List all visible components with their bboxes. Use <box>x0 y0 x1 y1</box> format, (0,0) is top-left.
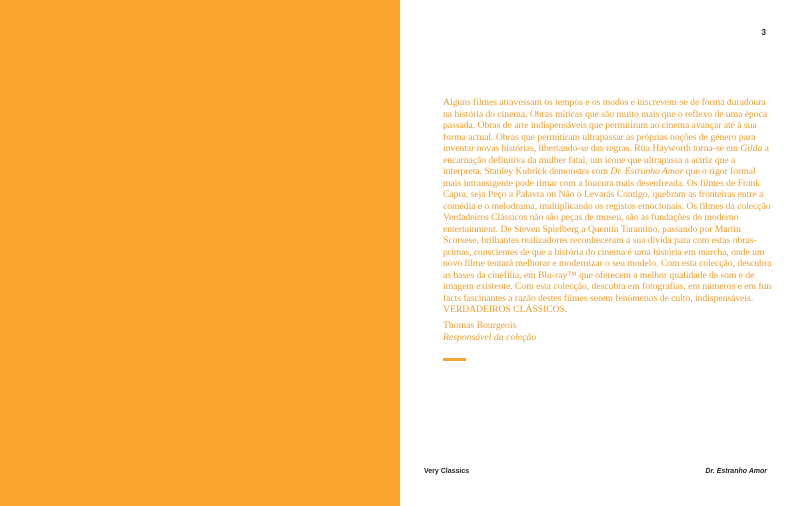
signature-block <box>443 320 536 343</box>
signature-name: Thomas Bourgeois <box>443 320 517 331</box>
footer-film-title: Dr. Estranho Amor <box>705 468 767 475</box>
page-number: 3 <box>761 28 766 37</box>
signature-role: Responsável da coleção <box>443 331 537 343</box>
text-page <box>400 0 800 506</box>
footer-collection-title: Very Classics <box>424 468 470 475</box>
accent-rule <box>443 358 466 361</box>
editorial-text: Alguns filmes atravessam os tempos e os modos e inscrevem-se de forma duradoura na história do cinema. Obras míticas que são muito mais que o reflexo de uma época passada. Obras de arte indispensáveis que permitiram ao cinema avançar até à sua forma actual. Obras que permitiram ultrapassar as próprias noções de género para inventar novas histórias, libertando-se das regras. Rita Hayworth torna-se em Gilda a encarnação definitiva da mulher fatal, um ícone que ultrapassa a actriz que a interpreta. Stanley Kubrick demonstra com Dr. Estranho Amor que o rigor formal mais intransigente pode rimar com a loucura mais desenfreada. Os filmes de Frank Capra, seja Peço a Palavra ou Não o Levarás Contigo, quebram as fronteiras entre a comédia e o melodrama, multiplicando os registos emocionais. Os filmes da colecção Verdadeiros Clássicos não são peças de museu, são as fundações do moderno entertainment. De Steven Spielberg a Quentin Tarantino, passando por Martin Scorsese, brilhantes realizadores reconheceram a sua dívida para com estas obras-primas, conscientes de que a história do cinema é uma história em marcha, onde um novo filme tentará melhorar e modernizar o seu modelo. Com esta colecção, descubra as bases da cinefilia, em Blu-ray™ que oferecem a melhor qualidade de som e de imagem existente. Com esta colecção, descubra em fotografias, em números e em fun facts fascinantes a razão destes filmes serem fenómenos de culto, indispensáveis. VERDADEIROS CLÁSSICOS. <box>443 97 772 315</box>
